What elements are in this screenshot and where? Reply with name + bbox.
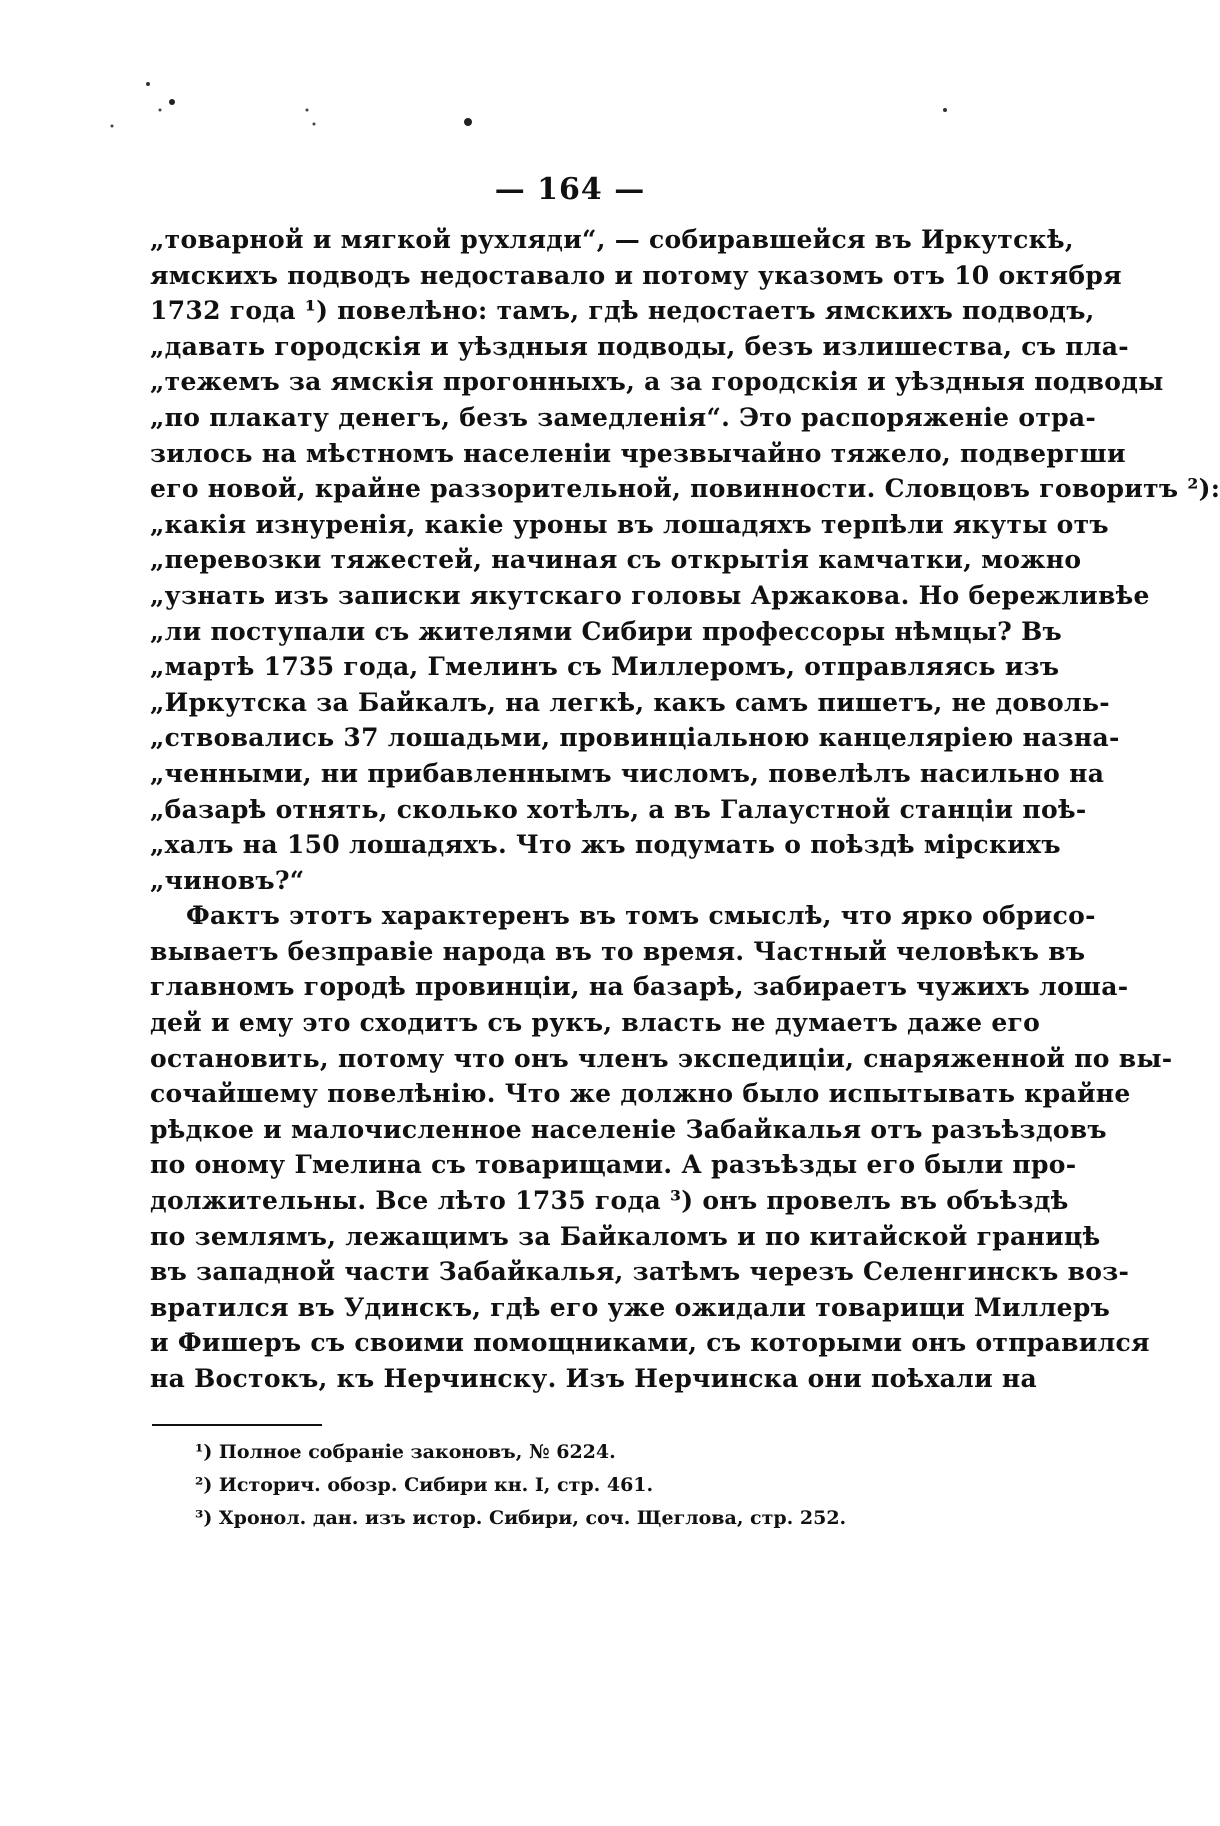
scan-speck xyxy=(169,99,175,105)
text-line: сочайшему повелѣнію. Что же должно было испытывать крайне xyxy=(150,1079,1131,1109)
text-line: остановить, потому что онъ членъ экспедиціи, снаряженной по вы- xyxy=(150,1043,1173,1073)
text-line: вратился въ Удинскъ, гдѣ его уже ожидали товарищи Миллеръ xyxy=(150,1292,1111,1322)
text-line: вываетъ безправіе народа въ то время. Частный человѣкъ въ xyxy=(150,936,1086,966)
text-line: рѣдкое и малочисленное населеніе Забайкалья отъ разъѣздовъ xyxy=(150,1114,1107,1144)
footnote-divider xyxy=(152,1424,322,1426)
text-line: по землямъ, лежащимъ за Байкаломъ и по китайской границѣ xyxy=(150,1221,1101,1251)
text-line: зилось на мѣстномъ населеніи чрезвычайно тяжело, подвергши xyxy=(150,438,1126,468)
scan-speck xyxy=(943,108,947,112)
text-line: „ченными, ни прибавленнымъ числомъ, повелѣлъ насильно на xyxy=(150,758,1105,788)
footnote-3: ³) Хронол. дан. изъ истор. Сибири, соч. Щеглова, стр. 252. xyxy=(195,1507,847,1529)
text-line: „какія изнуренія, какіе уроны въ лошадяхъ терпѣли якуты отъ xyxy=(150,509,1109,539)
footnotes xyxy=(195,1436,955,1535)
text-line: „Иркутска за Байкалъ, на легкѣ, какъ самъ пишетъ, не доволь- xyxy=(150,687,1110,717)
text-line: „узнать изъ записки якутскаго головы Аржакова. Но бережливѣе xyxy=(150,580,1150,610)
page-number: — 164 — xyxy=(494,172,646,207)
text-line: „товарной и мягкой рухляди“, — собиравшейся въ Иркутскѣ, xyxy=(150,225,1074,254)
scan-speck xyxy=(111,125,114,128)
scan-speck xyxy=(159,109,162,112)
text-line: „по плакату денегъ, безъ замедленія“. Это распоряженіе отра- xyxy=(150,402,1097,432)
text-line: „мартѣ 1735 года, Гмелинъ съ Миллеромъ, отправляясь изъ xyxy=(150,652,1060,682)
paragraph-first-line: Фактъ этотъ характеренъ въ томъ смыслѣ, что ярко обрисо- xyxy=(186,901,1096,931)
scan-speck xyxy=(464,118,472,126)
scan-speck xyxy=(306,109,309,112)
text-line: „ствовались 37 лошадьми, провинціальною канцеляріею назна- xyxy=(150,723,1120,753)
footnote-2: ²) Историч. обозр. Сибири кн. I, стр. 461. xyxy=(195,1474,654,1496)
text-line: „перевозки тяжестей, начиная съ открытія камчатки, можно xyxy=(150,545,1082,575)
text-line: и Фишеръ съ своими помощниками, съ которыми онъ отправился xyxy=(150,1328,1150,1358)
text-line: по оному Гмелина съ товарищами. А разъѣзды его были про- xyxy=(150,1150,1077,1180)
text-line: его новой, крайне раззорительной, повинности. Словцовъ говоритъ ²): xyxy=(150,474,1220,504)
scan-specks xyxy=(0,0,1140,160)
text-line: ямскихъ подводъ недоставало и потому указомъ отъ 10 октября xyxy=(150,260,1122,290)
text-line: „ли поступали съ жителями Сибири профессоры нѣмцы? Въ xyxy=(150,616,1062,646)
text-line: должительны. Все лѣто 1735 года ³) онъ провелъ въ объѣздѣ xyxy=(150,1186,1069,1216)
text-line: „халъ на 150 лошадяхъ. Что жъ подумать о поѣздѣ мірскихъ xyxy=(150,830,1061,860)
main-text xyxy=(150,222,1220,1397)
text-line: „чиновъ?“ xyxy=(150,865,305,895)
text-line: дей и ему это сходитъ съ рукъ, власть не думаетъ даже его xyxy=(150,1008,1041,1038)
scan-speck xyxy=(146,82,150,86)
text-line: въ западной части Забайкалья, затѣмъ черезъ Селенгинскъ воз- xyxy=(150,1257,1130,1287)
footnote-1: ¹) Полное собраніе законовъ, № 6224. xyxy=(195,1441,616,1463)
text-line: на Востокъ, къ Нерчинску. Изъ Нерчинска они поѣхали на xyxy=(150,1364,1038,1393)
text-line: главномъ городѣ провинціи, на базарѣ, забираетъ чужихъ лоша- xyxy=(150,972,1129,1002)
text-line: „тежемъ за ямскія прогонныхъ, а за городскія и уѣздныя подводы xyxy=(150,367,1164,397)
text-line: 1732 года ¹) повелѣно: тамъ, гдѣ недостаетъ ямскихъ подводъ, xyxy=(150,296,1095,326)
scan-speck xyxy=(313,123,316,126)
text-line: „давать городскія и уѣздныя подводы, безъ излишества, съ пла- xyxy=(150,331,1129,361)
text-line: „базарѣ отнять, сколько хотѣлъ, а въ Галаустной станціи поѣ- xyxy=(150,794,1087,824)
